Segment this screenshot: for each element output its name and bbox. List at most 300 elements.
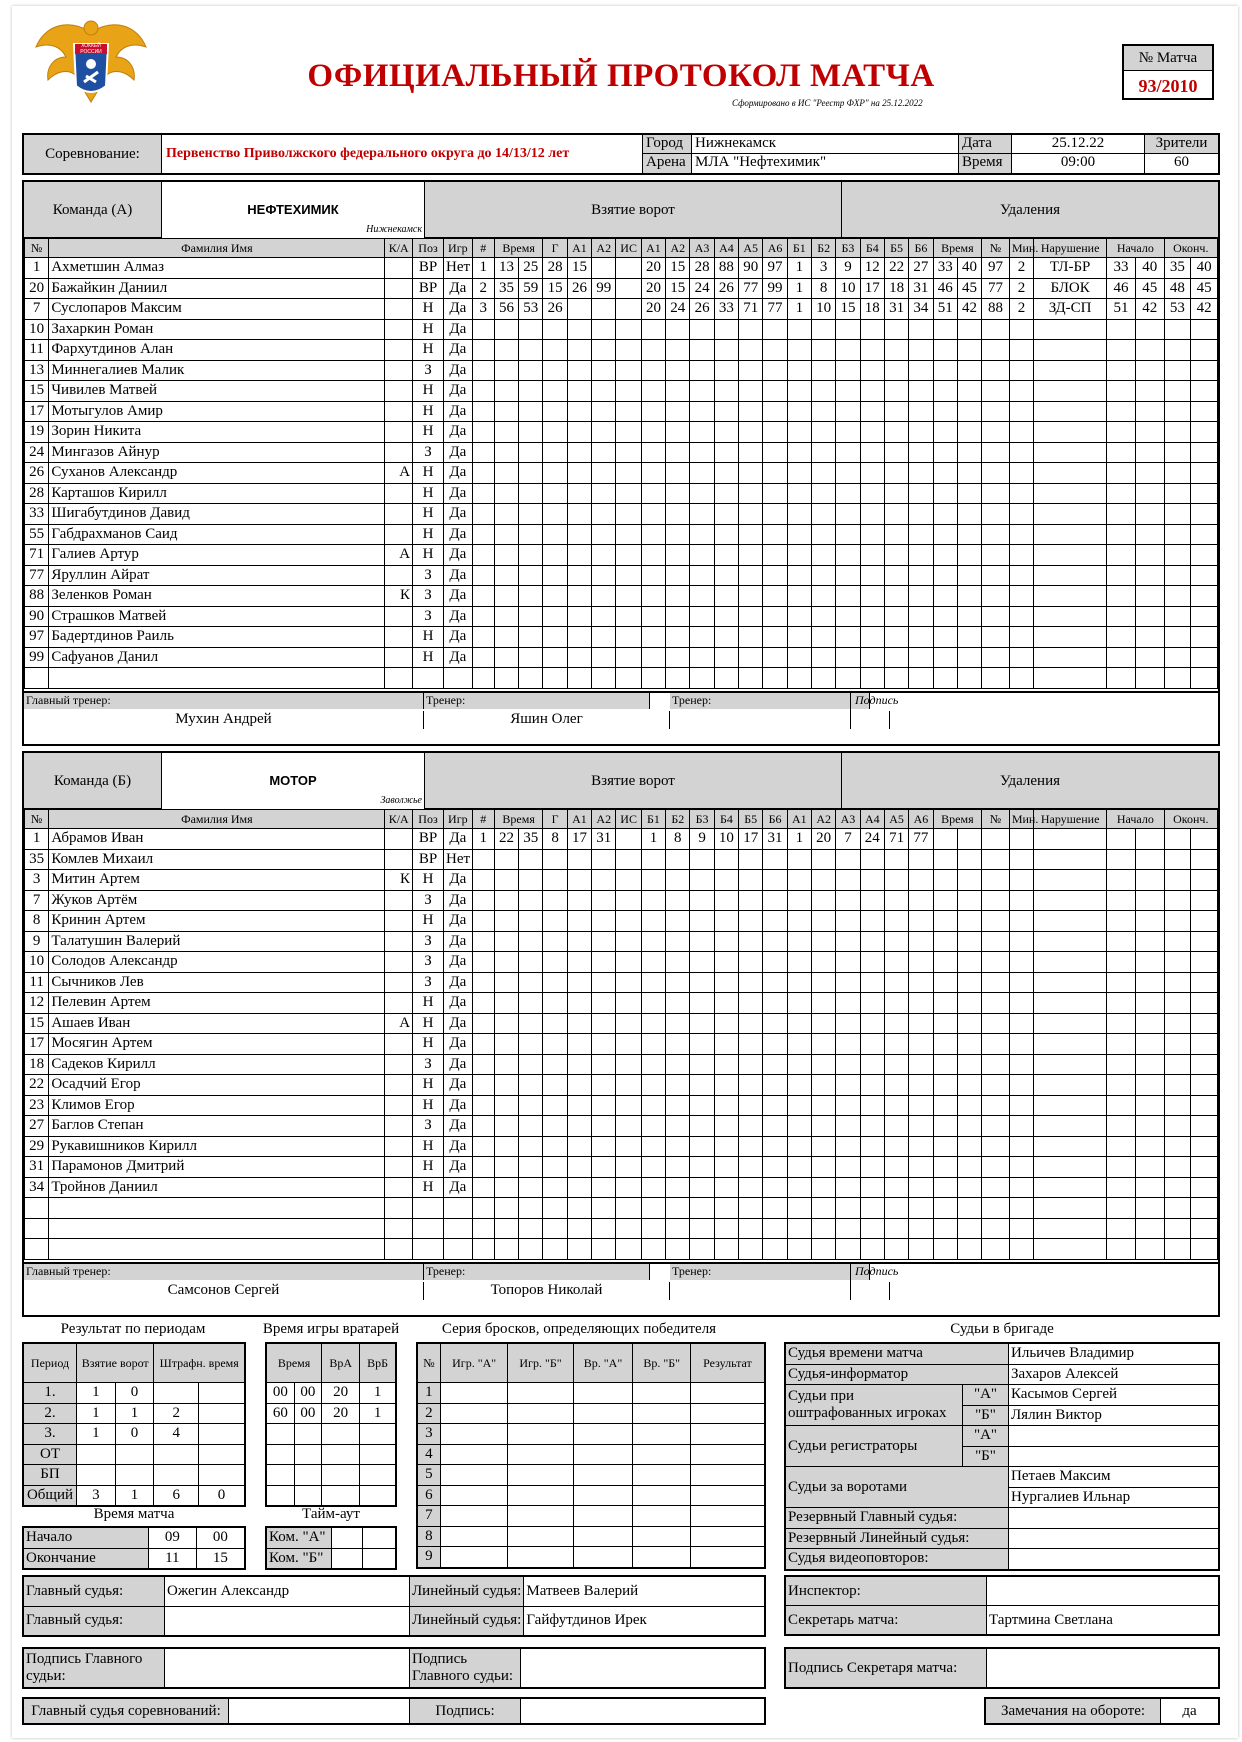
player-ka: [385, 829, 413, 850]
pen-violation: [1034, 849, 1107, 870]
pen-end-min: [1164, 1054, 1191, 1075]
period-goals-b: 0: [115, 1424, 154, 1445]
shootout-col-5: Результат: [690, 1343, 765, 1383]
start-minute: 00: [196, 1527, 245, 1548]
player-no: [25, 1218, 49, 1239]
goal-min: [494, 1013, 518, 1034]
player-igr: Да: [443, 422, 472, 443]
goal-sec: [519, 1239, 543, 1260]
onice-player: [812, 1239, 836, 1260]
onice-player: [763, 993, 787, 1014]
col-onice-6: Б1: [787, 239, 811, 258]
onice-player: [763, 1198, 787, 1219]
onice-player: [836, 1136, 860, 1157]
pen-end-sec: [1191, 911, 1218, 932]
onice-player: [787, 849, 811, 870]
onice-player: [739, 1034, 763, 1055]
player-no: 15: [25, 381, 49, 402]
goalie-time-row: [266, 1403, 396, 1424]
onice-player: [812, 463, 836, 484]
player-name: Абрамов Иван: [49, 829, 385, 850]
onice-player: 15: [836, 299, 860, 320]
comp-ref-label: Главный судья соревнований:: [23, 1698, 229, 1724]
goal-num: [472, 1013, 494, 1034]
onice-player: [836, 1013, 860, 1034]
onice-player: [714, 360, 738, 381]
pen-min: [933, 545, 957, 566]
onice-player: 34: [909, 299, 933, 320]
pen-sec: 40: [957, 258, 981, 279]
pen-start-min: [1107, 931, 1136, 952]
goal-num: [472, 890, 494, 911]
goal-num: [472, 1075, 494, 1096]
onice-player: [860, 1013, 884, 1034]
goal-is: [616, 381, 641, 402]
goal-a1: [567, 422, 591, 443]
coach-2-label: Тренер:: [670, 693, 870, 709]
goal-a1: [567, 1095, 591, 1116]
goal-num: [472, 442, 494, 463]
player-name: Комлев Михаил: [49, 849, 385, 870]
pen-start-sec: [1135, 1013, 1164, 1034]
goal-scorer: [543, 972, 567, 993]
shootout-col-0: №: [417, 1343, 440, 1383]
onice-player: 8: [812, 278, 836, 299]
coach-label: Тренер:: [424, 693, 650, 709]
pen-violation: [1034, 524, 1107, 545]
goals-col: Взятие ворот: [77, 1343, 154, 1383]
match-number-label: № Матча: [1124, 46, 1212, 71]
onice-player: [641, 1136, 665, 1157]
player-pos: Н: [413, 1095, 444, 1116]
team-label: Команда (Б): [24, 753, 162, 809]
head-ref-label-2: Главный судья:: [23, 1606, 165, 1636]
gt-sec: [294, 1444, 321, 1465]
player-igr: Да: [443, 524, 472, 545]
pen-end-min: [1164, 422, 1191, 443]
onice-player: [739, 1054, 763, 1075]
match-number: 93/2010: [1138, 76, 1198, 96]
col-no: №: [25, 239, 49, 258]
gt-goalie-b: [360, 1485, 396, 1506]
pen-sec: [957, 1116, 981, 1137]
pen-end-sec: [1191, 627, 1218, 648]
onice-player: [909, 340, 933, 361]
onice-player: [860, 1054, 884, 1075]
goal-a2: 31: [592, 829, 616, 850]
player-ka: [385, 360, 413, 381]
pen-end-min: 48: [1164, 278, 1191, 299]
onice-player: [812, 627, 836, 648]
goal-is: [616, 483, 641, 504]
onice-player: [909, 1034, 933, 1055]
pen-min: [933, 829, 957, 850]
table-row: [25, 849, 1218, 870]
player-igr: Да: [443, 606, 472, 627]
pen-start-sec: [1135, 422, 1164, 443]
pen-start-min: [1107, 952, 1136, 973]
pen-min: [933, 1177, 957, 1198]
goal-a1: [567, 586, 591, 607]
shootout-row: [417, 1547, 765, 1568]
player-pos: ВР: [413, 258, 444, 279]
onice-player: [787, 870, 811, 891]
pen-minutes: [1009, 1157, 1033, 1178]
table-row: [25, 829, 1218, 850]
pen-minutes: [1009, 463, 1033, 484]
goal-min: [494, 483, 518, 504]
goal-sec: [519, 565, 543, 586]
player-pos: [413, 1239, 444, 1260]
onice-player: [860, 565, 884, 586]
player-ka: А: [385, 1013, 413, 1034]
goal-min: [494, 1116, 518, 1137]
secretary: Тартмина Светлана: [987, 1606, 1220, 1636]
pen-min: [933, 849, 957, 870]
pen-end-min: [1164, 1075, 1191, 1096]
player-name: Зорин Никита: [49, 422, 385, 443]
onice-player: 24: [666, 299, 690, 320]
onice-player: [884, 504, 908, 525]
col-onice-2: А3: [690, 239, 714, 258]
pen-minutes: [1009, 504, 1033, 525]
period-pen-a: [154, 1465, 199, 1486]
pen-violation: [1034, 1198, 1107, 1219]
onice-player: [666, 545, 690, 566]
pen-sec: [957, 422, 981, 443]
player-ka: [385, 1239, 413, 1260]
period-goals-b: [115, 1444, 154, 1465]
pen-end-sec: [1191, 524, 1218, 545]
coach: Топоров Николай: [424, 1282, 670, 1300]
onice-player: [884, 1116, 908, 1137]
goal-is: [616, 524, 641, 545]
goal-min: [494, 360, 518, 381]
goal-scorer: [543, 504, 567, 525]
pen-sec: [957, 1198, 981, 1219]
pen-sec: [957, 668, 981, 689]
player-no: 34: [25, 1177, 49, 1198]
pen-sec: [957, 931, 981, 952]
onice-player: [666, 870, 690, 891]
player-ka: [385, 668, 413, 689]
player-no: 31: [25, 1157, 49, 1178]
goal-sec: [519, 463, 543, 484]
goal-a2: [592, 504, 616, 525]
onice-player: [666, 1136, 690, 1157]
player-pos: Н: [413, 627, 444, 648]
onice-player: [690, 565, 714, 586]
onice-player: [884, 1095, 908, 1116]
goal-sec: [519, 340, 543, 361]
onice-player: [909, 952, 933, 973]
pen-minutes: [1009, 1075, 1033, 1096]
pen-start-sec: [1135, 360, 1164, 381]
goal-min: [494, 524, 518, 545]
onice-player: [641, 1095, 665, 1116]
goal-scorer: [543, 1157, 567, 1178]
pen-start-sec: 45: [1135, 278, 1164, 299]
shootout-cell: [508, 1424, 573, 1445]
player-ka: [385, 1054, 413, 1075]
onice-player: [714, 890, 738, 911]
pen-end-min: [1164, 1177, 1191, 1198]
col-onice-5: Б6: [763, 810, 787, 829]
onice-player: [690, 1198, 714, 1219]
player-igr: Да: [443, 586, 472, 607]
goal-a2: [592, 1116, 616, 1137]
col-onice-8: Б3: [836, 239, 860, 258]
shootout-row: [417, 1403, 765, 1424]
gt-min: [266, 1485, 294, 1506]
goal-sec: 25: [519, 258, 543, 279]
onice-player: [641, 401, 665, 422]
pen-end-min: [1164, 483, 1191, 504]
goal-num: [472, 606, 494, 627]
onice-player: [714, 319, 738, 340]
video-label: Судья видеоповторов:: [785, 1549, 1009, 1570]
onice-player: [836, 565, 860, 586]
onice-player: [763, 1157, 787, 1178]
pen-end-min: [1164, 442, 1191, 463]
shootout-table: [416, 1342, 766, 1569]
shootout-cell: [633, 1547, 690, 1568]
pen-player: [982, 1034, 1010, 1055]
team-name: МОТОР: [269, 773, 317, 788]
period-row: [23, 1424, 245, 1445]
pen-sec: [957, 993, 981, 1014]
pen-start-min: [1107, 606, 1136, 627]
comp-ref-table: [22, 1697, 766, 1725]
player-igr: Да: [443, 340, 472, 361]
onice-player: [641, 1157, 665, 1178]
onice-player: [666, 360, 690, 381]
pen-violation: [1034, 829, 1107, 850]
table-row: [25, 1095, 1218, 1116]
pen-end-sec: [1191, 1136, 1218, 1157]
pen-minutes: [1009, 360, 1033, 381]
player-no: 24: [25, 442, 49, 463]
goal-a2: [592, 1095, 616, 1116]
player-no: 22: [25, 1075, 49, 1096]
onice-player: [909, 606, 933, 627]
pen-sec: [957, 504, 981, 525]
player-pos: Н: [413, 401, 444, 422]
goal-num: [472, 1034, 494, 1055]
goal-scorer: [543, 483, 567, 504]
head-ref-2: [165, 1606, 410, 1636]
onice-player: [763, 586, 787, 607]
table-row: [25, 319, 1218, 340]
pen-minutes: [1009, 1095, 1033, 1116]
onice-player: [860, 1157, 884, 1178]
onice-player: [860, 1034, 884, 1055]
pen-end-sec: [1191, 1095, 1218, 1116]
player-name: Митин Артем: [49, 870, 385, 891]
goal-a1: [567, 524, 591, 545]
onice-player: [787, 931, 811, 952]
onice-player: 12: [860, 258, 884, 279]
player-igr: Да: [443, 1136, 472, 1157]
onice-player: [714, 627, 738, 648]
goal-is: [616, 360, 641, 381]
pen-start-min: [1107, 1075, 1136, 1096]
onice-player: [763, 381, 787, 402]
onice-player: [812, 1095, 836, 1116]
pen-violation: [1034, 1239, 1107, 1260]
onice-player: [666, 1198, 690, 1219]
table-row: [25, 1116, 1218, 1137]
shootout-no: 3: [417, 1424, 440, 1445]
goal-num: 2: [472, 278, 494, 299]
pen-end-min: [1164, 829, 1191, 850]
player-ka: [385, 442, 413, 463]
goal-a1: [567, 1075, 591, 1096]
onice-player: [884, 545, 908, 566]
timeout-a-label: Ком. "А": [266, 1527, 332, 1548]
onice-player: [641, 463, 665, 484]
player-name: Мингазов Айнур: [49, 442, 385, 463]
player-ka: [385, 524, 413, 545]
onice-player: [860, 504, 884, 525]
goal-a2: [592, 422, 616, 443]
onice-player: [860, 952, 884, 973]
player-no: 18: [25, 1054, 49, 1075]
goal-min: [494, 849, 518, 870]
col-onice-11: Б6: [909, 239, 933, 258]
goal-sec: [519, 1034, 543, 1055]
pen-min: [933, 911, 957, 932]
onice-player: [884, 586, 908, 607]
pen-minutes: [1009, 1239, 1033, 1260]
onice-player: [714, 1136, 738, 1157]
onice-player: [763, 401, 787, 422]
onice-player: [909, 360, 933, 381]
onice-player: [836, 524, 860, 545]
onice-player: [884, 668, 908, 689]
onice-player: [860, 606, 884, 627]
pen-start-sec: [1135, 442, 1164, 463]
goal-num: [472, 1198, 494, 1219]
table-row: [25, 1136, 1218, 1157]
onice-player: 1: [787, 258, 811, 279]
pen-violation: [1034, 422, 1107, 443]
goal-min: [494, 1239, 518, 1260]
pen-end-min: [1164, 668, 1191, 689]
pen-end-min: 53: [1164, 299, 1191, 320]
team-label: Команда (А): [24, 182, 162, 238]
goal-min: [494, 1054, 518, 1075]
coach-label: Тренер:: [424, 1264, 650, 1280]
referees-title: Судьи в бригаде: [950, 1321, 1054, 1337]
goal-a2: [592, 258, 616, 279]
goal-sec: [519, 647, 543, 668]
pen-start-sec: [1135, 972, 1164, 993]
arena-label: Арена: [642, 154, 692, 173]
onice-player: [666, 931, 690, 952]
period-goals-b: 0: [115, 1383, 154, 1404]
goal-scorer: [543, 319, 567, 340]
goal-a1: [567, 483, 591, 504]
player-no: 20: [25, 278, 49, 299]
player-igr: Да: [443, 931, 472, 952]
col-goal-4: А2: [592, 810, 616, 829]
table-row: [25, 483, 1218, 504]
pen-end-min: 35: [1164, 258, 1191, 279]
onice-player: [690, 668, 714, 689]
pen-violation: [1034, 504, 1107, 525]
pen-start-sec: [1135, 1075, 1164, 1096]
onice-player: [690, 952, 714, 973]
onice-player: 20: [812, 829, 836, 850]
pen-violation: [1034, 401, 1107, 422]
goal-scorer: [543, 1239, 567, 1260]
goal-is: [616, 627, 641, 648]
pen-player: [982, 606, 1010, 627]
goal-is: [616, 1095, 641, 1116]
onice-player: [787, 545, 811, 566]
match-info: [22, 133, 1220, 175]
pen-start-min: [1107, 565, 1136, 586]
pen-end-sec: [1191, 606, 1218, 627]
onice-player: [714, 483, 738, 504]
onice-player: [884, 1239, 908, 1260]
player-ka: К: [385, 870, 413, 891]
onice-player: [739, 586, 763, 607]
pen-end-sec: [1191, 647, 1218, 668]
timekeeper: Ильичев Владимир: [1009, 1343, 1220, 1364]
shootout-no: 6: [417, 1485, 440, 1506]
onice-player: 31: [884, 299, 908, 320]
player-name: Шигабутдинов Давид: [49, 504, 385, 525]
head-coach: Мухин Андрей: [24, 711, 424, 729]
shootout-cell: [690, 1444, 765, 1465]
pen-sec: [957, 1157, 981, 1178]
player-name: Жуков Артём: [49, 890, 385, 911]
goal-is: [616, 952, 641, 973]
onice-player: [690, 319, 714, 340]
player-no: 8: [25, 911, 49, 932]
goalie-time-row: [266, 1424, 396, 1445]
pen-start-min: [1107, 1198, 1136, 1219]
col-ka: К/А: [385, 239, 413, 258]
onice-player: [812, 565, 836, 586]
onice-player: [836, 911, 860, 932]
pen-player: [982, 1218, 1010, 1239]
onice-player: [884, 340, 908, 361]
col-igr: Игр: [443, 810, 472, 829]
pen-start-min: [1107, 993, 1136, 1014]
onice-player: [836, 1198, 860, 1219]
onice-player: 22: [884, 258, 908, 279]
onice-player: [812, 1054, 836, 1075]
onice-player: 27: [909, 258, 933, 279]
onice-player: 26: [714, 278, 738, 299]
onice-player: [812, 1136, 836, 1157]
onice-player: [836, 1054, 860, 1075]
goal-is: [616, 1116, 641, 1137]
col-goal-2: Г: [543, 810, 567, 829]
pen-start-sec: [1135, 952, 1164, 973]
pen-player: 97: [982, 258, 1010, 279]
goal-sec: [519, 972, 543, 993]
onice-player: 26: [690, 299, 714, 320]
onice-player: [860, 340, 884, 361]
goal-is: [616, 299, 641, 320]
pen-start-sec: [1135, 911, 1164, 932]
onice-player: [836, 1075, 860, 1096]
onice-player: [714, 952, 738, 973]
